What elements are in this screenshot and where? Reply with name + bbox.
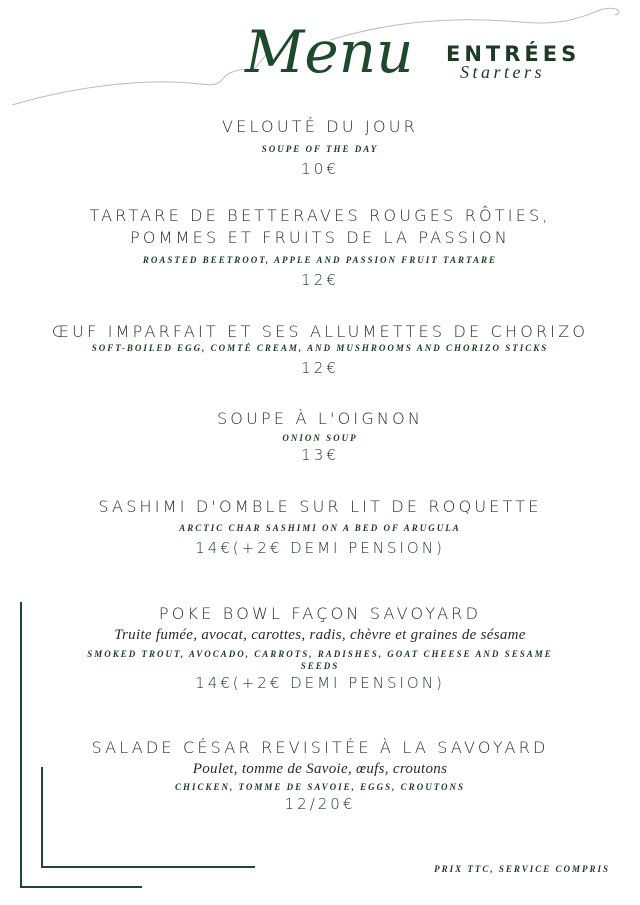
item-translation: ONION SOUP (282, 433, 358, 443)
item-translation: CHICKEN, TOMME DE SAVOIE, EGGS, CROUTONS (174, 782, 466, 792)
item-price: 14€(+2€ DEMI PENSION) (195, 674, 445, 692)
frame-line (41, 767, 43, 868)
item-name: ŒUF IMPARFAIT ET SES ALLUMETTES DE CHORIZO (51, 322, 589, 341)
footer-note: PRIX TTC, SERVICE COMPRIS (434, 864, 610, 874)
item-name: SOUPE À L'OIGNON (216, 409, 424, 428)
item-price: 10€ (301, 160, 339, 178)
svg-text:Menu: Menu (245, 18, 414, 86)
item-price: 12€ (301, 271, 339, 289)
item-translation: SOUPE OF THE DAY (261, 144, 379, 154)
item-translation: SEEDS (300, 661, 340, 671)
item-translation: SMOKED TROUT, AVOCADO, CARROTS, RADISHES, GOAT CHEESE AND SESAME (87, 649, 553, 659)
item-name: TARTARE DE BETTERAVES ROUGES RÔTIES, (89, 206, 551, 225)
item-translation: ARCTIC CHAR SASHIMI ON A BED OF ARUGULA (179, 523, 461, 533)
item-name: VELOUTÉ DU JOUR (222, 117, 418, 136)
item-name: SASHIMI D'OMBLE SUR LIT DE ROQUETTE (98, 497, 542, 516)
item-price: 12/20€ (284, 795, 356, 813)
section-subtitle: Starters (460, 62, 546, 82)
item-description: Poulet, tomme de Savoie, œufs, croutons (192, 761, 448, 777)
item-price: 13€ (301, 446, 339, 464)
item-translation: ROASTED BEETROOT, APPLE AND PASSION FRUIT TARTARE (142, 255, 498, 265)
item-price: 12€ (301, 359, 339, 377)
item-name: POKE BOWL FAÇON SAVOYARD (158, 604, 482, 623)
item-translation: SOFT-BOILED EGG, COMTÉ CREAM, AND MUSHROOMS AND CHORIZO STICKS (91, 343, 549, 353)
frame-line (20, 886, 142, 888)
item-name: POMMES ET FRUITS DE LA PASSION (130, 228, 510, 247)
frame-line (41, 866, 255, 868)
item-price: 14€(+2€ DEMI PENSION) (195, 539, 445, 557)
item-name: SALADE CÉSAR REVISITÉE À LA SAVOYARD (91, 738, 549, 757)
section-title: ENTRÉES (446, 42, 581, 66)
item-description: Truite fumée, avocat, carottes, radis, chèvre et graines de sésame (114, 627, 526, 643)
frame-line (20, 602, 22, 888)
